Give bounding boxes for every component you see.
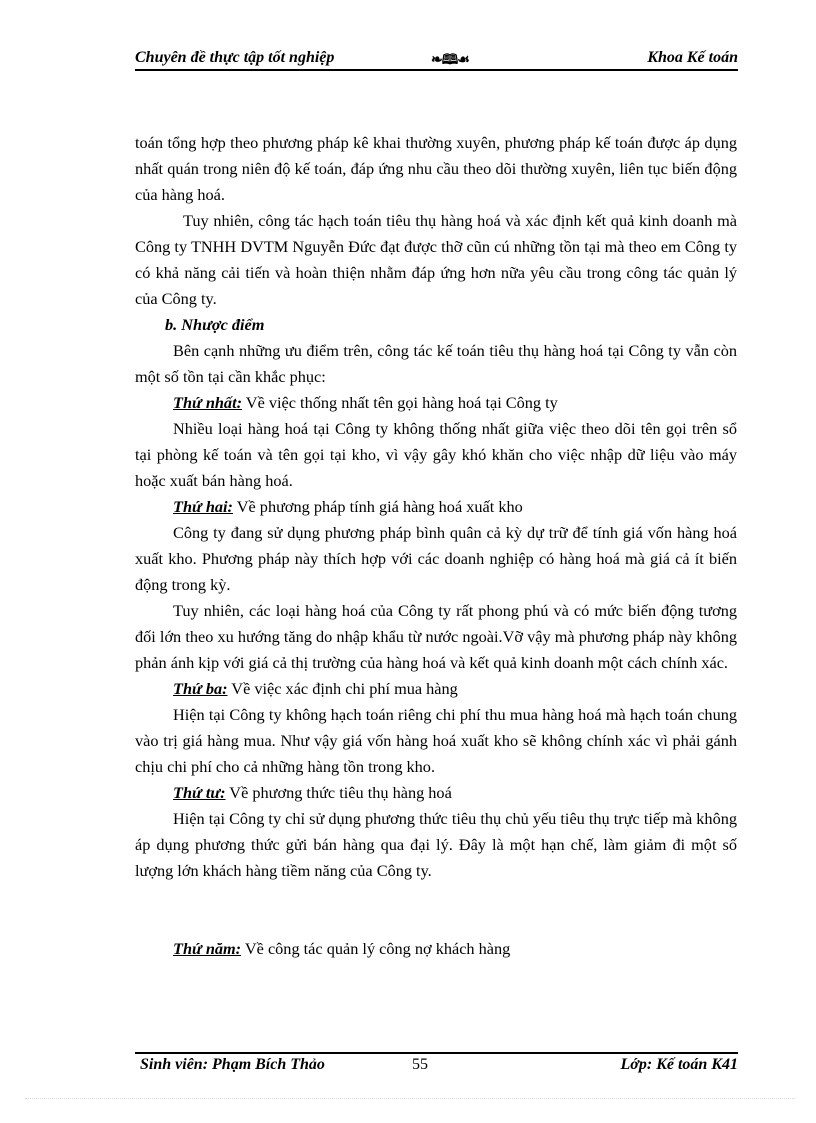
page-header bbox=[135, 47, 738, 71]
list-item bbox=[173, 390, 737, 416]
list-item bbox=[173, 780, 737, 806]
list-item bbox=[173, 936, 737, 962]
header-department: Khoa Kế toán bbox=[647, 49, 738, 66]
item-lead: Thứ tư: bbox=[173, 783, 226, 802]
paragraph: Hiện tại Công ty không hạch toán riêng chi phí thu mua hàng hoá mà hạch toán chung vào trị giá hàng mua. Như vậy giá vốn hàng hoá xuất kho sẽ không chính xác vì phải gánh chịu chi phí cho cả những hàng tồn trong kho. bbox=[135, 705, 737, 776]
footer-student: Sinh viên: Phạm Bích Thảo bbox=[140, 1056, 325, 1073]
document-body bbox=[135, 130, 737, 962]
section-heading: b. Nhược điểm bbox=[165, 315, 265, 334]
item-text: Về việc xác định chi phí mua hàng bbox=[227, 679, 458, 698]
item-text: Về phương pháp tính giá hàng hoá xuất kho bbox=[232, 497, 523, 516]
paragraph: toán tổng hợp theo phương pháp kê khai thường xuyên, phương pháp kế toán được áp dụng nhất quán trong niên độ kế toán, đáp ứng nhu cầu theo dõi thường xuyên, liên tục biến động của hàng hoá. bbox=[135, 133, 737, 204]
paragraph: Công ty đang sử dụng phương pháp bình quân cả kỳ dự trữ để tính giá vốn hàng hoá xuất kho. Phương pháp này thích hợp với các doanh nghiệp có hàng hoá mà giá cả ít biến động trong kỳ. bbox=[135, 523, 737, 594]
item-text: Về việc thống nhất tên gọi hàng hoá tại Công ty bbox=[242, 393, 558, 412]
item-lead: Thứ hai: bbox=[173, 497, 233, 516]
header-divider bbox=[135, 69, 738, 71]
footer-class: Lớp: Kế toán K41 bbox=[620, 1056, 738, 1073]
book-ornament-icon: ❧🕮☙ bbox=[431, 53, 469, 68]
paragraph: Tuy nhiên, công tác hạch toán tiêu thụ hàng hoá và xác định kết quả kinh doanh mà Công ty TNHH DVTM Nguyễn Đức đạt được thỡ cũn cú những tồn tại mà theo em Công ty có khả năng cải tiến và hoàn thiện nhằm đáp ứng hơn nữa yêu cầu trong công tác quản lý của Công ty. bbox=[135, 211, 737, 308]
page-footer bbox=[140, 1056, 738, 1080]
paragraph: Tuy nhiên, các loại hàng hoá của Công ty rất phong phú và có mức biến động tương đối lớn theo xu hướng tăng do nhập khẩu từ nước ngoài.Vỡ vậy mà phương pháp này không phản ánh kịp với giá cả thị trường của hàng hoá và kết quả kinh doanh một cách chính xác. bbox=[135, 601, 737, 672]
item-lead: Thứ năm: bbox=[173, 939, 242, 958]
spacer bbox=[135, 884, 737, 936]
item-text: Về công tác quản lý công nợ khách hàng bbox=[241, 939, 511, 958]
item-lead: Thứ nhất: bbox=[173, 393, 243, 412]
paragraph: Bên cạnh những ưu điểm trên, công tác kế toán tiêu thụ hàng hoá tại Công ty vẫn còn một số tồn tại cần khắc phục: bbox=[135, 341, 737, 386]
footer-divider bbox=[135, 1052, 738, 1054]
page-edge bbox=[25, 1098, 795, 1099]
list-item bbox=[173, 676, 737, 702]
page-number: 55 bbox=[412, 1056, 428, 1073]
paragraph: Nhiều loại hàng hoá tại Công ty không thống nhất giữa việc theo dõi tên gọi trên sổ tại phòng kế toán và tên gọi tại kho, vì vậy gây khó khăn cho việc nhập dữ liệu vào máy hoặc xuất bán hàng hoá. bbox=[135, 419, 737, 490]
list-item bbox=[173, 494, 737, 520]
header-title: Chuyên đề thực tập tốt nghiệp bbox=[135, 49, 335, 66]
paragraph: Hiện tại Công ty chỉ sử dụng phương thức tiêu thụ chủ yếu tiêu thụ trực tiếp mà không áp dụng phương thức gửi bán hàng qua đại lý. Đây là một hạn chế, làm giảm đi một số lượng lớn khách hàng tiềm năng của Công ty. bbox=[135, 809, 737, 880]
item-text: Về phương thức tiêu thụ hàng hoá bbox=[225, 783, 452, 802]
item-lead: Thứ ba: bbox=[173, 679, 228, 698]
